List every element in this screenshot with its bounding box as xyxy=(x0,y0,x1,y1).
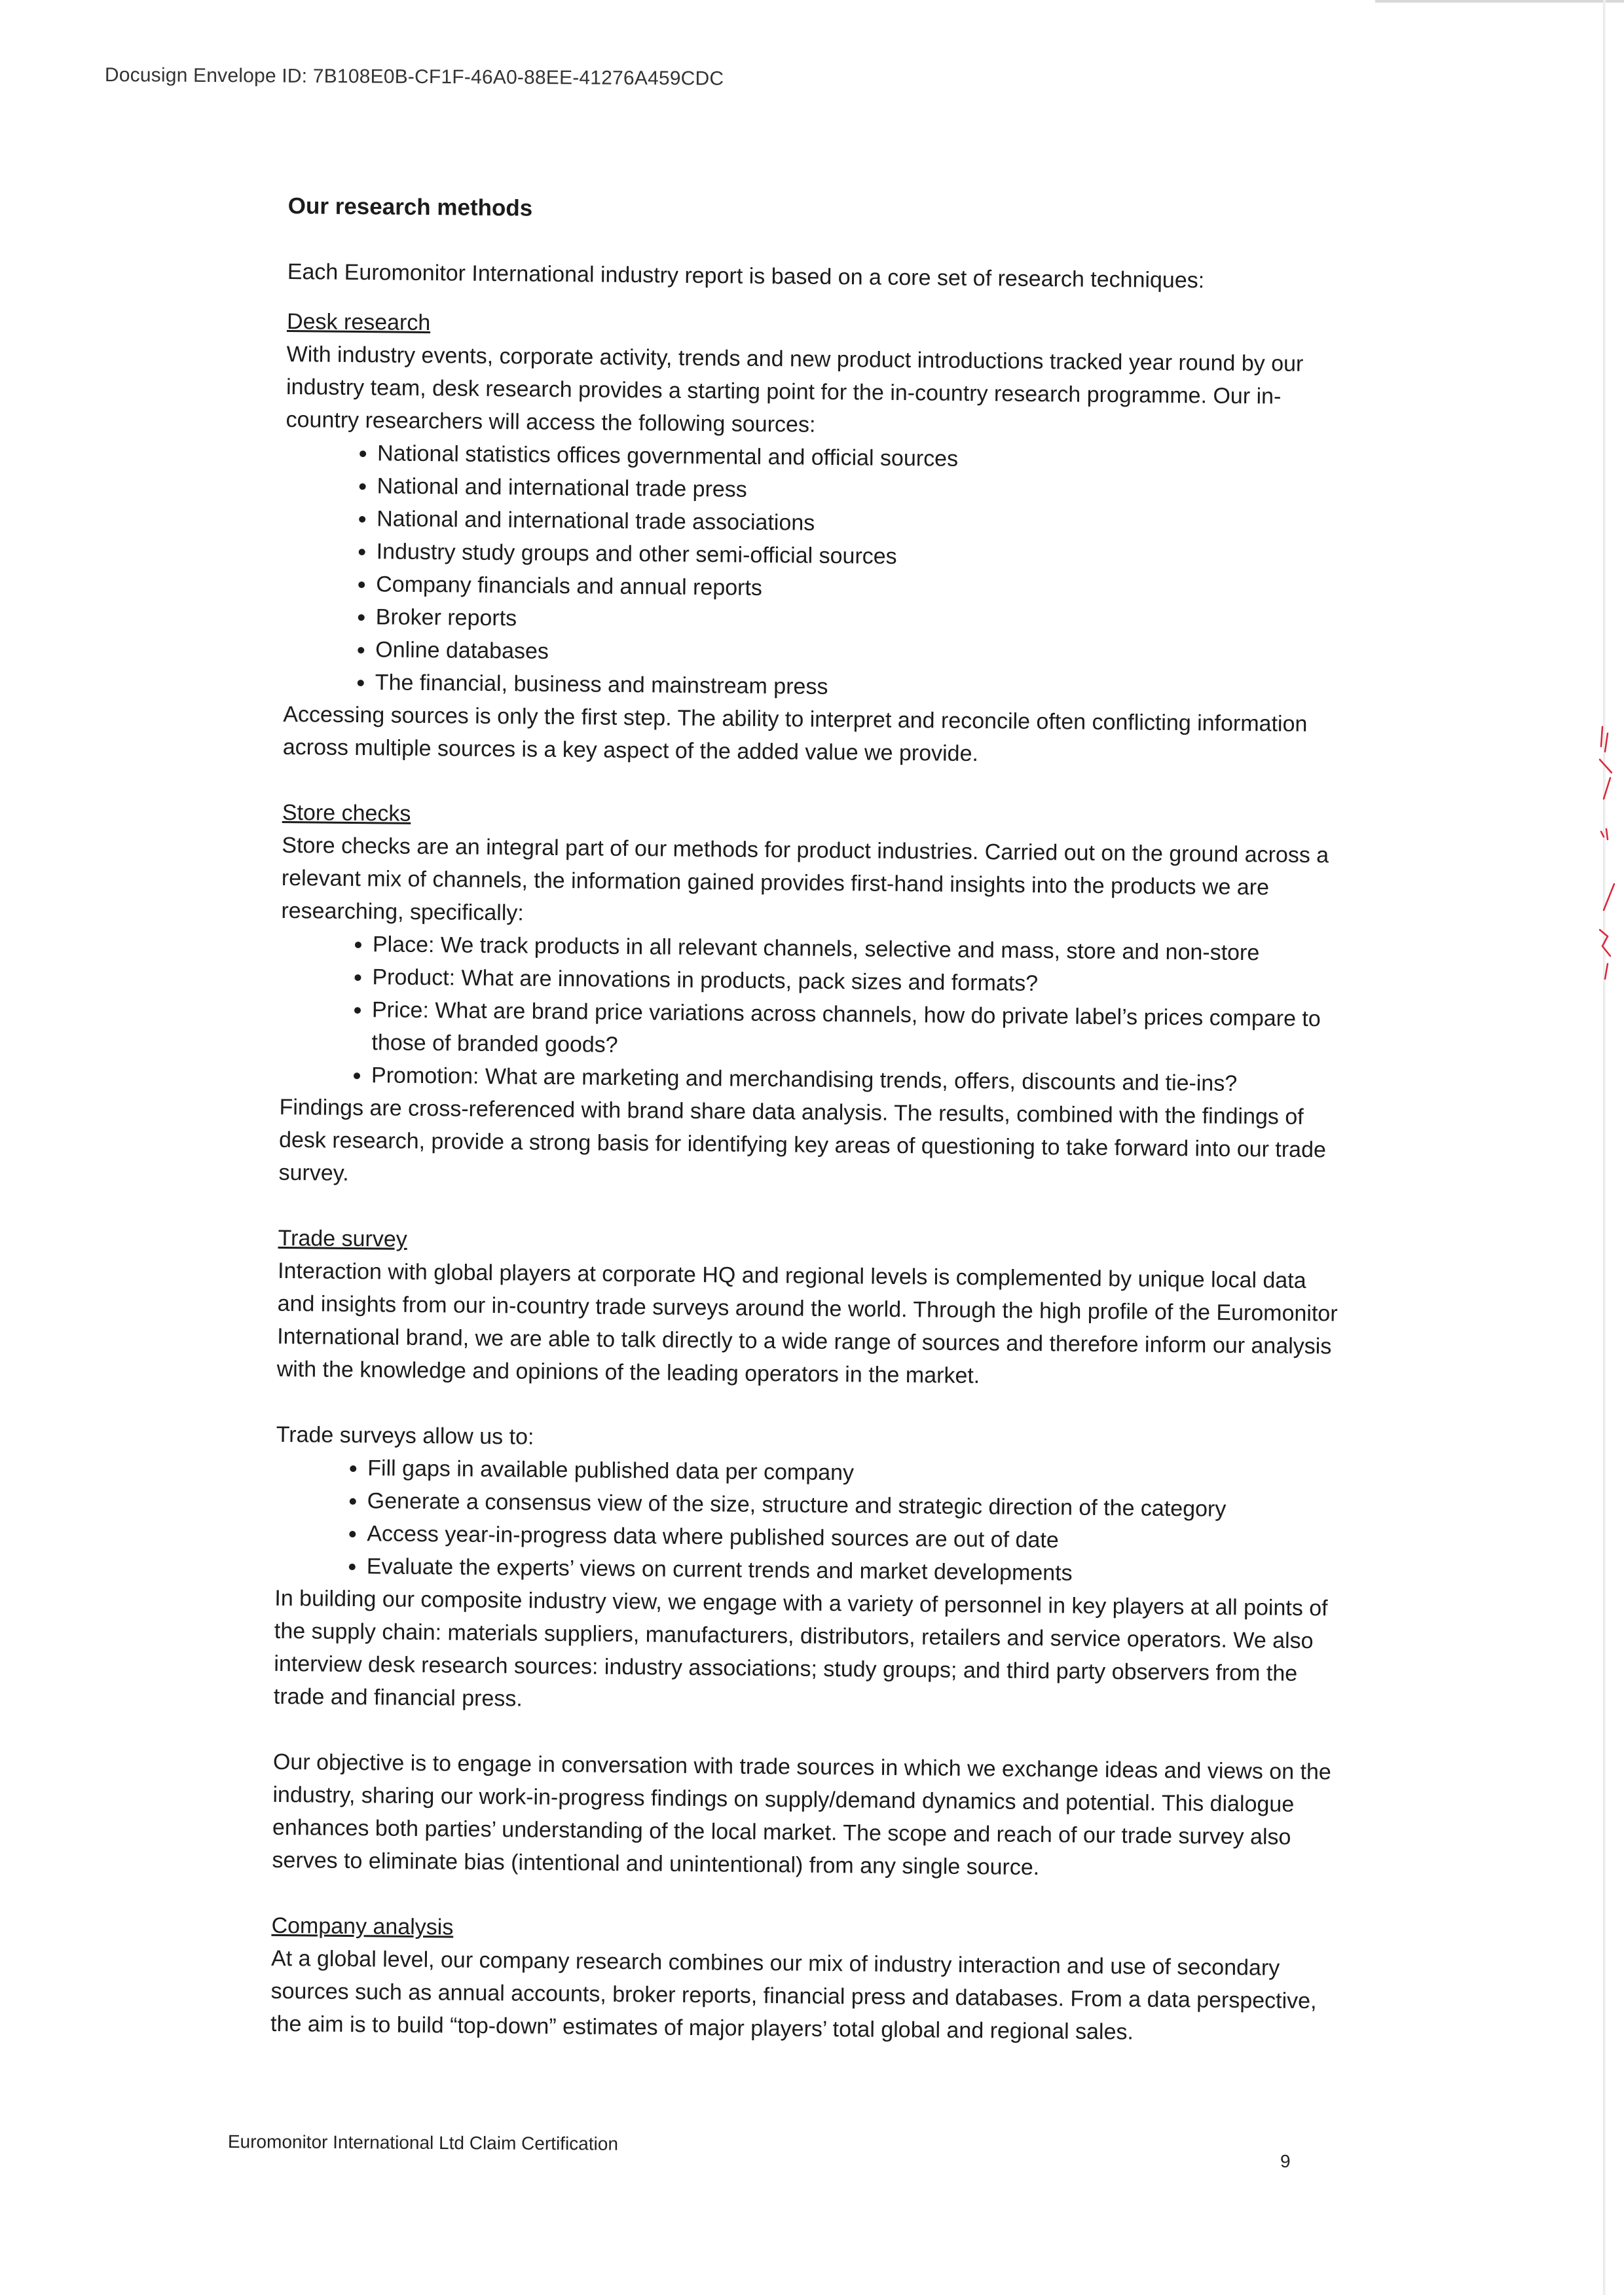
list-item: • Price: What are brand price variations across channels, how do private label’s prices compare to those of branded goods? xyxy=(371,993,1341,1068)
intro-text: Each Euromonitor International industry report is based on a core set of research techniques: xyxy=(287,259,1205,293)
page-title: Our research methods xyxy=(287,193,533,221)
section-heading: Trade survey xyxy=(278,1225,407,1252)
section-heading: Company analysis xyxy=(271,1913,454,1940)
initials-signature-mark xyxy=(1588,720,1621,995)
section-paragraph: Store checks are an integral part of our methods for product industries. Carried out on the ground across a relevant mix of channels, the information gained provides first-hand insights into the products we are researching, specifically: xyxy=(281,832,1329,926)
section-paragraph: In building our composite industry view, we engage with a variety of personnel in key players at all points of the supply chain: materials suppliers, manufacturers, distributors, retailers and service operators. We also interview desk research sources: industry associations; study groups; and third party observers from the trade and financial press. xyxy=(273,1585,1328,1712)
list-item: • Place: We track products in all relevant channels, selective and mass, store and non-store xyxy=(373,928,1342,970)
bullet-list xyxy=(284,436,1347,708)
store-checks-section xyxy=(278,796,1343,1200)
list-item: • Generate a consensus view of the size, structure and strategic direction of the category xyxy=(367,1484,1337,1526)
list-item: • National and international trade press xyxy=(377,469,1346,511)
bullet-list xyxy=(280,927,1342,1101)
section-paragraph: Accessing sources is only the first step. The ability to interpret and reconcile often conflicting information across multiple sources is a key aspect of the added value we provide. xyxy=(282,701,1308,767)
list-item: • Promotion: What are marketing and merchandising trends, offers, discounts and tie-ins? xyxy=(371,1059,1340,1101)
section-heading: Desk research xyxy=(286,308,431,336)
section-paragraph: With industry events, corporate activity, trends and new product introductions tracked year round by our industry team, desk research provides a starting point for the in-country research programme. Our in-country researchers will access the following sources: xyxy=(286,341,1304,437)
scan-top-edge xyxy=(1375,0,1624,3)
list-item: • Evaluate the experts’ views on current trends and market developments xyxy=(367,1550,1336,1592)
list-item: • Product: What are innovations in products, pack sizes and formats? xyxy=(372,961,1341,1002)
footer-certification: Euromonitor International Ltd Claim Certification xyxy=(227,2131,619,2154)
envelope-id: Docusign Envelope ID: 7B108E0B-CF1F-46A0-88EE-41276A459CDC xyxy=(104,64,724,90)
section-paragraph: Our objective is to engage in conversation with trade sources in which we exchange ideas and views on the industry, sharing our work-in-progress findings on supply/demand dynamics and potential. This dialogue enhances both parties’ understanding of the local market. The scope and reach of our trade survey also serves to eliminate bias (intentional and unintentional) from any single source. xyxy=(272,1749,1331,1881)
desk-research-section xyxy=(283,305,1348,774)
list-item: • Fill gaps in available published data per company xyxy=(367,1452,1337,1494)
list-item: • Access year-in-progress data where published sources are out of date xyxy=(367,1517,1336,1559)
document-body xyxy=(270,190,1349,2050)
bullet-list xyxy=(275,1451,1337,1592)
trade-survey-section xyxy=(272,1222,1339,1887)
list-item: • The financial, business and mainstream press xyxy=(375,666,1344,708)
list-item: • Company financials and annual reports xyxy=(376,568,1345,610)
list-item: • National statistics offices governmental and official sources xyxy=(377,437,1346,479)
page-number: 9 xyxy=(1280,2151,1291,2171)
section-paragraph: At a global level, our company research combines our mix of industry interaction and use of secondary sources such as annual accounts, broker reports, financial press and databases. From a data perspective, the aim is to build “top-down” estimates of major players’ total global and regional sales. xyxy=(270,1945,1317,2045)
list-item: • National and international trade associations xyxy=(377,502,1346,544)
section-paragraph: Findings are cross-referenced with brand share data analysis. The results, combined with the findings of desk research, provide a strong basis for identifying key areas of questioning to take forward into our trade survey. xyxy=(278,1094,1327,1186)
section-paragraph: Trade surveys allow us to: xyxy=(276,1422,534,1450)
section-heading: Store checks xyxy=(282,799,411,826)
scan-right-edge xyxy=(1603,0,1606,2295)
list-item: • Online databases xyxy=(375,633,1344,675)
list-item: • Broker reports xyxy=(376,600,1345,642)
list-item: • Industry study groups and other semi-official sources xyxy=(376,535,1345,577)
company-analysis-section xyxy=(270,1909,1333,2051)
section-paragraph: Interaction with global players at corporate HQ and regional levels is complemented by unique local data and insights from our in-country trade surveys around the world. Through the high profile of the Euromonitor International brand, we are able to talk directly to a wide range of sources and therefore inform our analysis with the knowledge and opinions of the leading operators in the market. xyxy=(276,1258,1338,1389)
